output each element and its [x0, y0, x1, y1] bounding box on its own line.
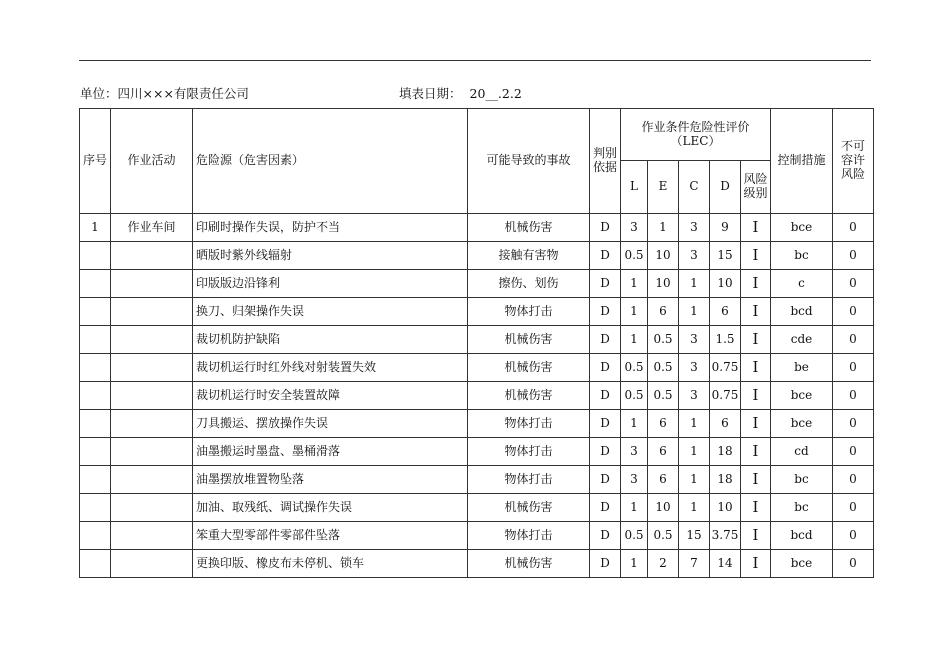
col-lec-title: 作业条件危险性评价 [641, 119, 750, 134]
cell-seq [80, 298, 111, 326]
table-row [80, 354, 874, 382]
cell-hazard: 裁切机运行时安全装置故障 [193, 382, 468, 410]
cell-e: 10 [648, 270, 679, 298]
cell-intolerable: 0 [833, 522, 874, 550]
cell-d: 14 [710, 550, 741, 578]
cell-e: 6 [648, 466, 679, 494]
cell-accident: 物体打击 [468, 466, 590, 494]
cell-intolerable: 0 [833, 270, 874, 298]
unit-label: 单位：四川×××有限责任公司 [80, 86, 249, 101]
cell-c: 1 [679, 466, 710, 494]
cell-hazard: 印版版边沿锋利 [193, 270, 468, 298]
table-row [80, 410, 874, 438]
cell-d: 10 [710, 270, 741, 298]
cell-basis: D [590, 214, 621, 242]
cell-level: Ⅰ [741, 550, 771, 578]
cell-level: Ⅰ [741, 354, 771, 382]
cell-e: 0.5 [648, 522, 679, 550]
cell-accident: 物体打击 [468, 438, 590, 466]
cell-l: 1 [621, 550, 648, 578]
cell-seq [80, 242, 111, 270]
cell-c: 3 [679, 354, 710, 382]
cell-intolerable: 0 [833, 550, 874, 578]
cell-e: 0.5 [648, 354, 679, 382]
cell-control: c [771, 270, 833, 298]
cell-activity [111, 438, 193, 466]
cell-control: be [771, 354, 833, 382]
table-row [80, 214, 874, 242]
cell-basis: D [590, 522, 621, 550]
cell-basis: D [590, 270, 621, 298]
table-row [80, 270, 874, 298]
cell-control: bce [771, 550, 833, 578]
cell-seq [80, 522, 111, 550]
col-accident: 可能导致的事故 [468, 109, 590, 214]
table-row [80, 326, 874, 354]
cell-e: 0.5 [648, 326, 679, 354]
col-intolerable-line3: 风险 [840, 166, 865, 181]
cell-seq [80, 270, 111, 298]
cell-accident: 物体打击 [468, 298, 590, 326]
cell-intolerable: 0 [833, 438, 874, 466]
col-basis-line1: 判别 [592, 146, 617, 161]
cell-d: 3.75 [710, 522, 741, 550]
cell-c: 3 [679, 214, 710, 242]
cell-control: bce [771, 382, 833, 410]
cell-control: cde [771, 326, 833, 354]
cell-d: 18 [710, 438, 741, 466]
cell-activity: 作业车间 [111, 214, 193, 242]
cell-activity [111, 550, 193, 578]
cell-level: Ⅰ [741, 522, 771, 550]
cell-activity [111, 494, 193, 522]
cell-e: 10 [648, 242, 679, 270]
cell-level: Ⅰ [741, 298, 771, 326]
cell-c: 1 [679, 410, 710, 438]
cell-d: 18 [710, 466, 741, 494]
cell-control: bce [771, 410, 833, 438]
cell-level: Ⅰ [741, 242, 771, 270]
cell-level: Ⅰ [741, 326, 771, 354]
cell-activity [111, 522, 193, 550]
cell-hazard: 更换印版、橡皮布未停机、锁车 [193, 550, 468, 578]
col-basis-line2: 依据 [592, 160, 617, 174]
cell-activity [111, 354, 193, 382]
cell-l: 3 [621, 438, 648, 466]
cell-c: 1 [679, 438, 710, 466]
cell-intolerable: 0 [833, 494, 874, 522]
table-row [80, 382, 874, 410]
table-body [80, 214, 874, 578]
cell-accident: 擦伤、划伤 [468, 270, 590, 298]
cell-e: 10 [648, 494, 679, 522]
col-d: D [710, 161, 741, 214]
cell-d: 9 [710, 214, 741, 242]
cell-e: 6 [648, 438, 679, 466]
cell-e: 2 [648, 550, 679, 578]
fill-date-label: 填表日期： [399, 86, 462, 101]
header-row-1 [80, 109, 874, 161]
cell-basis: D [590, 410, 621, 438]
col-c: C [679, 161, 710, 214]
cell-hazard: 裁切机防护缺陷 [193, 326, 468, 354]
col-level [741, 161, 771, 214]
table-row [80, 298, 874, 326]
cell-e: 0.5 [648, 382, 679, 410]
cell-intolerable: 0 [833, 354, 874, 382]
cell-seq: 1 [80, 214, 111, 242]
cell-level: Ⅰ [741, 466, 771, 494]
cell-d: 6 [710, 298, 741, 326]
fill-date [399, 84, 522, 102]
cell-accident: 接触有害物 [468, 242, 590, 270]
cell-seq [80, 494, 111, 522]
cell-hazard: 晒版时紫外线辐射 [193, 242, 468, 270]
cell-control: bcd [771, 522, 833, 550]
col-lec-sub: （LEC） [670, 133, 721, 148]
cell-basis: D [590, 494, 621, 522]
cell-accident: 物体打击 [468, 522, 590, 550]
cell-control: bc [771, 466, 833, 494]
cell-intolerable: 0 [833, 466, 874, 494]
cell-basis: D [590, 438, 621, 466]
cell-d: 10 [710, 494, 741, 522]
cell-c: 3 [679, 242, 710, 270]
cell-intolerable: 0 [833, 242, 874, 270]
col-intolerable-line1: 不可 [840, 139, 865, 154]
cell-hazard: 裁切机运行时红外线对射装置失效 [193, 354, 468, 382]
cell-c: 1 [679, 298, 710, 326]
cell-seq [80, 438, 111, 466]
cell-control: bce [771, 214, 833, 242]
cell-accident: 机械伤害 [468, 382, 590, 410]
cell-basis: D [590, 298, 621, 326]
table-row [80, 242, 874, 270]
cell-c: 3 [679, 382, 710, 410]
cell-hazard: 换刀、归架操作失误 [193, 298, 468, 326]
cell-basis: D [590, 466, 621, 494]
cell-activity [111, 298, 193, 326]
cell-accident: 机械伤害 [468, 550, 590, 578]
cell-d: 0.75 [710, 354, 741, 382]
cell-level: Ⅰ [741, 410, 771, 438]
table-row [80, 522, 874, 550]
cell-basis: D [590, 354, 621, 382]
cell-basis: D [590, 326, 621, 354]
cell-seq [80, 382, 111, 410]
cell-c: 3 [679, 326, 710, 354]
cell-accident: 物体打击 [468, 410, 590, 438]
cell-l: 0.5 [621, 354, 648, 382]
cell-d: 0.75 [710, 382, 741, 410]
col-l: L [621, 161, 648, 214]
cell-hazard: 油墨摆放堆置物坠落 [193, 466, 468, 494]
cell-intolerable: 0 [833, 410, 874, 438]
col-intolerable [833, 109, 874, 214]
cell-l: 1 [621, 326, 648, 354]
col-control: 控制措施 [771, 109, 833, 214]
cell-hazard: 印刷时操作失误，防护不当 [193, 214, 468, 242]
cell-intolerable: 0 [833, 298, 874, 326]
cell-seq [80, 354, 111, 382]
cell-level: Ⅰ [741, 494, 771, 522]
cell-basis: D [590, 550, 621, 578]
cell-level: Ⅰ [741, 214, 771, 242]
table-row [80, 438, 874, 466]
cell-c: 1 [679, 494, 710, 522]
table-row [80, 550, 874, 578]
cell-hazard: 笨重大型零部件零部件坠落 [193, 522, 468, 550]
table-row [80, 466, 874, 494]
col-seq: 序号 [80, 109, 111, 214]
cell-activity [111, 326, 193, 354]
col-hazard: 危险源（危害因素） [193, 109, 468, 214]
cell-level: Ⅰ [741, 438, 771, 466]
cell-c: 7 [679, 550, 710, 578]
cell-l: 0.5 [621, 382, 648, 410]
cell-basis: D [590, 382, 621, 410]
cell-accident: 机械伤害 [468, 326, 590, 354]
col-activity: 作业活动 [111, 109, 193, 214]
cell-control: cd [771, 438, 833, 466]
cell-d: 1.5 [710, 326, 741, 354]
cell-l: 1 [621, 298, 648, 326]
cell-e: 1 [648, 214, 679, 242]
fill-date-value: 20__.2.2 [469, 86, 522, 101]
cell-activity [111, 270, 193, 298]
col-e: E [648, 161, 679, 214]
cell-d: 6 [710, 410, 741, 438]
table-row [80, 494, 874, 522]
col-level-line1: 风险 [743, 172, 768, 187]
cell-level: Ⅰ [741, 270, 771, 298]
col-basis [590, 109, 621, 214]
cell-l: 0.5 [621, 522, 648, 550]
cell-control: bcd [771, 298, 833, 326]
cell-activity [111, 466, 193, 494]
col-intolerable-line2: 容许 [840, 153, 865, 168]
cell-accident: 机械伤害 [468, 214, 590, 242]
cell-hazard: 油墨搬运时墨盘、墨桶滑落 [193, 438, 468, 466]
col-level-line2: 级别 [743, 186, 768, 200]
cell-seq [80, 466, 111, 494]
cell-l: 1 [621, 410, 648, 438]
cell-activity [111, 242, 193, 270]
cell-e: 6 [648, 410, 679, 438]
hazard-table [79, 108, 874, 578]
cell-control: bc [771, 494, 833, 522]
cell-l: 3 [621, 466, 648, 494]
cell-l: 0.5 [621, 242, 648, 270]
cell-c: 15 [679, 522, 710, 550]
col-lec [621, 109, 771, 161]
cell-seq [80, 410, 111, 438]
cell-accident: 机械伤害 [468, 354, 590, 382]
cell-control: bc [771, 242, 833, 270]
cell-l: 1 [621, 494, 648, 522]
cell-hazard: 加油、取残纸、调试操作失误 [193, 494, 468, 522]
cell-l: 1 [621, 270, 648, 298]
cell-d: 15 [710, 242, 741, 270]
cell-activity [111, 410, 193, 438]
cell-intolerable: 0 [833, 214, 874, 242]
top-rule [79, 60, 871, 61]
cell-c: 1 [679, 270, 710, 298]
cell-basis: D [590, 242, 621, 270]
cell-intolerable: 0 [833, 326, 874, 354]
cell-seq [80, 326, 111, 354]
cell-activity [111, 382, 193, 410]
cell-seq [80, 550, 111, 578]
cell-intolerable: 0 [833, 382, 874, 410]
cell-accident: 机械伤害 [468, 494, 590, 522]
cell-level: Ⅰ [741, 382, 771, 410]
cell-l: 3 [621, 214, 648, 242]
cell-e: 6 [648, 298, 679, 326]
cell-hazard: 刀具搬运、摆放操作失误 [193, 410, 468, 438]
